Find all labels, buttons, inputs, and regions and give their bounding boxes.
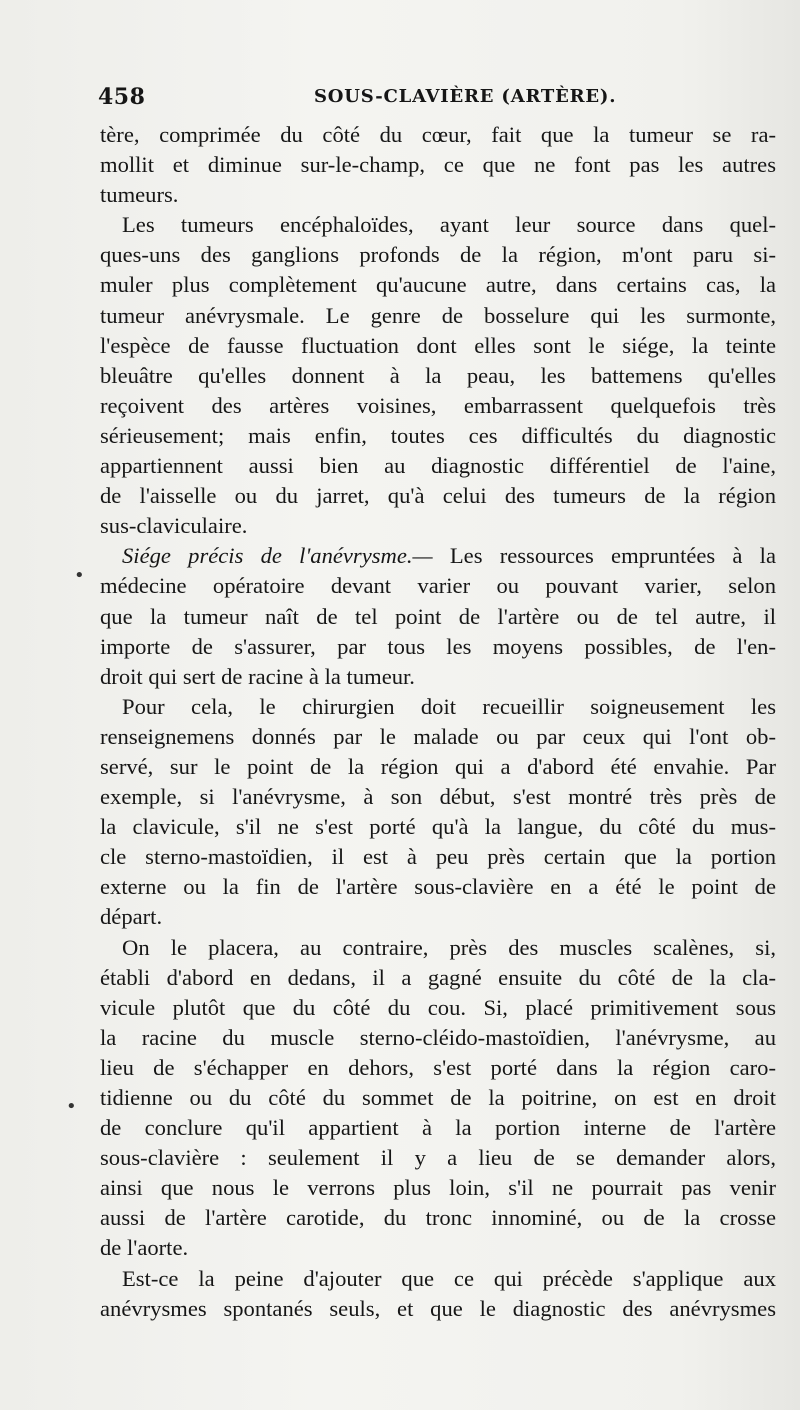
text-line: établi d'abord en dedans, il a gagné ensuite du côté de la cla-: [100, 964, 776, 990]
text-line: Est-ce la peine d'ajouter que ce qui précède s'applique aux: [122, 1265, 776, 1291]
page-number: 458: [98, 84, 146, 110]
section-heading: Siége précis de l'anévrysme.—: [122, 543, 433, 569]
text-line: médecine opératoire devant varier ou pouvant varier, selon: [100, 573, 776, 599]
text-line: exemple, si l'anévrysme, à son début, s'est montré très près de: [100, 784, 776, 810]
text-line: appartiennent aussi bien au diagnostic différentiel de l'aine,: [100, 453, 776, 479]
page-header: [98, 84, 760, 118]
text-line: la racine du muscle sterno-cléido-mastoïdien, l'anévrysme, au: [100, 1024, 776, 1050]
text-line: de l'aorte.: [100, 1235, 189, 1261]
text-line: Les ressources empruntées à la: [449, 543, 776, 569]
text-line: bleuâtre qu'elles donnent à la peau, les battemens qu'elles: [100, 362, 776, 388]
margin-mark: •: [66, 1096, 77, 1117]
text-line: tère, comprimée du côté du cœur, fait que la tumeur se ra-: [100, 122, 776, 147]
text-line: lieu de s'échapper en dehors, s'est porté dans la région caro-: [100, 1054, 776, 1080]
text-line: que la tumeur naît de tel point de l'artère ou de tel autre, il: [100, 603, 776, 629]
text-line: Les tumeurs encéphaloïdes, ayant leur source dans quel-: [122, 212, 776, 238]
text-line: mollit et diminue sur-le-champ, ce que ne font pas les autres: [100, 152, 776, 178]
text-line: sous-clavière : seulement il y a lieu de se demander alors,: [100, 1145, 776, 1171]
text-line: tidienne ou du côté du sommet de la poitrine, on est en droit: [100, 1085, 776, 1110]
text-line: aussi de l'artère carotide, du tronc innominé, ou de la crosse: [100, 1205, 776, 1231]
margin-mark: •: [74, 565, 85, 586]
running-head: SOUS-CLAVIÈRE (ARTÈRE).: [314, 86, 617, 107]
text-line: cle sterno-mastoïdien, il est à peu près certain que la portion: [100, 844, 776, 870]
text-line: servé, sur le point de la région qui a d'abord été envahie. Par: [100, 753, 776, 779]
text-line: sérieusement; mais enfin, toutes ces difficultés du diagnostic: [100, 422, 776, 448]
text-line: vicule plutôt que du côté du cou. Si, placé primitivement sous: [100, 994, 776, 1020]
text-line: externe ou la fin de l'artère sous-clavière en a été le point de: [100, 874, 776, 900]
text-line: importe de s'assurer, par tous les moyens possibles, de l'en-: [100, 633, 776, 659]
section-line: [100, 541, 776, 571]
text-line: la clavicule, s'il ne s'est porté qu'à la langue, du côté du mus-: [100, 814, 776, 840]
text-line: l'espèce de fausse fluctuation dont elles sont le siége, la teinte: [100, 332, 776, 358]
text-line: tumeur anévrysmale. Le genre de bosselure qui les surmonte,: [100, 302, 776, 328]
text-line: muler plus complètement qu'aucune autre, dans certains cas, la: [100, 272, 776, 298]
text-line: sus-claviculaire.: [100, 513, 248, 539]
body-text: [100, 120, 776, 1324]
text-line: départ.: [100, 904, 163, 930]
text-line: On le placera, au contraire, près des muscles scalènes, si,: [122, 934, 776, 960]
text-line: Pour cela, le chirurgien doit recueillir soigneusement les: [122, 693, 776, 719]
text-line: de conclure qu'il appartient à la portion interne de l'artère: [100, 1115, 776, 1141]
text-line: ainsi que nous le verrons plus loin, s'il ne pourrait pas venir: [100, 1175, 776, 1201]
text-line: reçoivent des artères voisines, embarrassent quelquefois très: [100, 392, 776, 418]
text-line: renseignemens donnés par le malade ou par ceux qui l'ont ob-: [100, 723, 776, 749]
text-line: anévrysmes spontanés seuls, et que le diagnostic des anévrysmes: [100, 1295, 776, 1321]
text-line: ques-uns des ganglions profonds de la région, m'ont paru si-: [100, 242, 776, 268]
text-line: droit qui sert de racine à la tumeur.: [100, 663, 415, 689]
text-line: de l'aisselle ou du jarret, qu'à celui des tumeurs de la région: [100, 483, 776, 509]
text-line: tumeurs.: [100, 182, 179, 208]
